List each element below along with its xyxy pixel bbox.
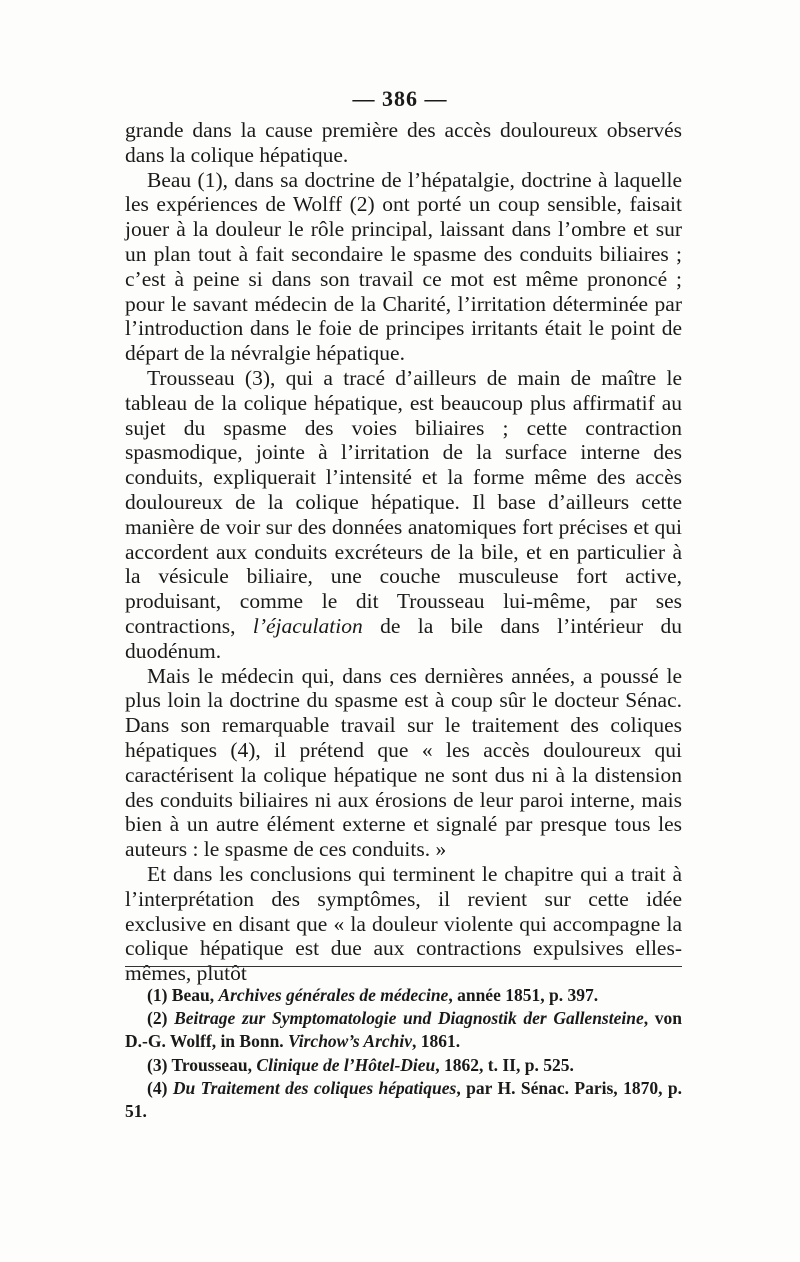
text-run: (1) Beau, xyxy=(147,985,219,1005)
text-run: Mais le médecin qui, dans ces dernières années, a poussé le plus loin la doctrine du spasme est à coup sûr le docteur Sénac. Dans son remarquable travail sur le traitement des coliques hépatiques (4), il prétend que « les accès douloureux qui caractérisent la colique hépatique ne sont dus ni à la distension des conduits biliaires ni aux érosions de leur paroi interne, mais bien à un autre élément externe et signalé par presque tous les auteurs : le spasme de ces conduits. » xyxy=(125,663,682,862)
italic-text: Beitrage zur Symptomatologie und Diagnostik der Gallensteine xyxy=(174,1008,644,1029)
text-run: (2) xyxy=(147,1008,175,1029)
footnote-divider xyxy=(125,966,682,967)
text-run: , 1861. xyxy=(412,1031,461,1052)
italic-text: Du Traitement des coliques hépatiques xyxy=(172,1077,457,1098)
text-run: (4) xyxy=(147,1077,173,1098)
body-text xyxy=(125,118,682,986)
text-run: Beau (1), dans sa doctrine de l’hépatalgie, doctrine à laquelle les expériences de Wolff (2) ont porté un coup sensible, faisait jouer à la douleur le rôle principal, laissant dans l’ombre et sur un plan tout à fait secondaire le spasme des conduits biliaires ; c’est à peine si dans son travail ce mot est même prononcé ; pour le savant médecin de la Charité, l’irritation déterminée par l’introduction dans le foie de principes irritants était le point de départ de la névralgie hépatique. xyxy=(125,167,682,366)
text-run: , von D.-G. Wolff, in Bonn. xyxy=(125,1008,683,1052)
paragraph xyxy=(125,366,682,664)
italic-text: Virchow’s Archiv xyxy=(288,1031,413,1052)
footnote xyxy=(125,984,682,1007)
text-run: grande dans la cause première des accès douloureux observés dans la colique hépatique. xyxy=(125,118,682,167)
italic-text: Clinique de l’Hôtel-Dieu xyxy=(256,1054,436,1075)
text-run: , année 1851, p. 397. xyxy=(448,985,599,1005)
paragraph xyxy=(125,168,682,366)
text-run: de la bile dans l’intérieur du duodénum. xyxy=(125,613,682,663)
italic-text: Archives générales de médecine xyxy=(218,985,449,1005)
italic-text: l’éjaculation xyxy=(252,613,363,638)
footnotes xyxy=(125,984,682,1123)
footnote xyxy=(125,1054,682,1077)
text-run: Trousseau (3), qui a tracé d’ailleurs de main de maître le tableau de la colique hépatique, est beaucoup plus affirmatif au sujet du spasme des voies biliaires ; cette contraction spasmodique, jointe à l’irritation de la surface interne des conduits, expliquerait l’intensité et la forme même des accès douloureux de la colique hépatique. Il base d’ailleurs cette manière de voir sur des données anatomiques fort précises et qui accordent aux conduits excréteurs de la bile, et en particulier à la vésicule biliaire, une couche musculeuse fort active, produisant, comme le dit Trousseau lui-même, par ses contractions, xyxy=(125,365,682,638)
paragraph xyxy=(125,862,682,986)
text-run: , par H. Sénac. Paris, 1870, p. 51. xyxy=(125,1077,682,1122)
text-run: Et dans les conclusions qui terminent le chapitre qui a trait à l’interprétation des symptômes, il revient sur cette idée exclusive en disant que « la douleur violente qui accompagne la colique hépatique est due aux contractions expulsives elles-mêmes, plutôt xyxy=(125,861,682,986)
text-run: (3) Trousseau, xyxy=(147,1054,257,1075)
paragraph xyxy=(125,664,682,862)
page-number: — 386 — xyxy=(352,86,448,111)
paragraph xyxy=(125,118,682,168)
text-run: , 1862, t. II, p. 525. xyxy=(435,1054,574,1075)
footnote xyxy=(125,1007,682,1053)
footnote xyxy=(125,1077,682,1123)
